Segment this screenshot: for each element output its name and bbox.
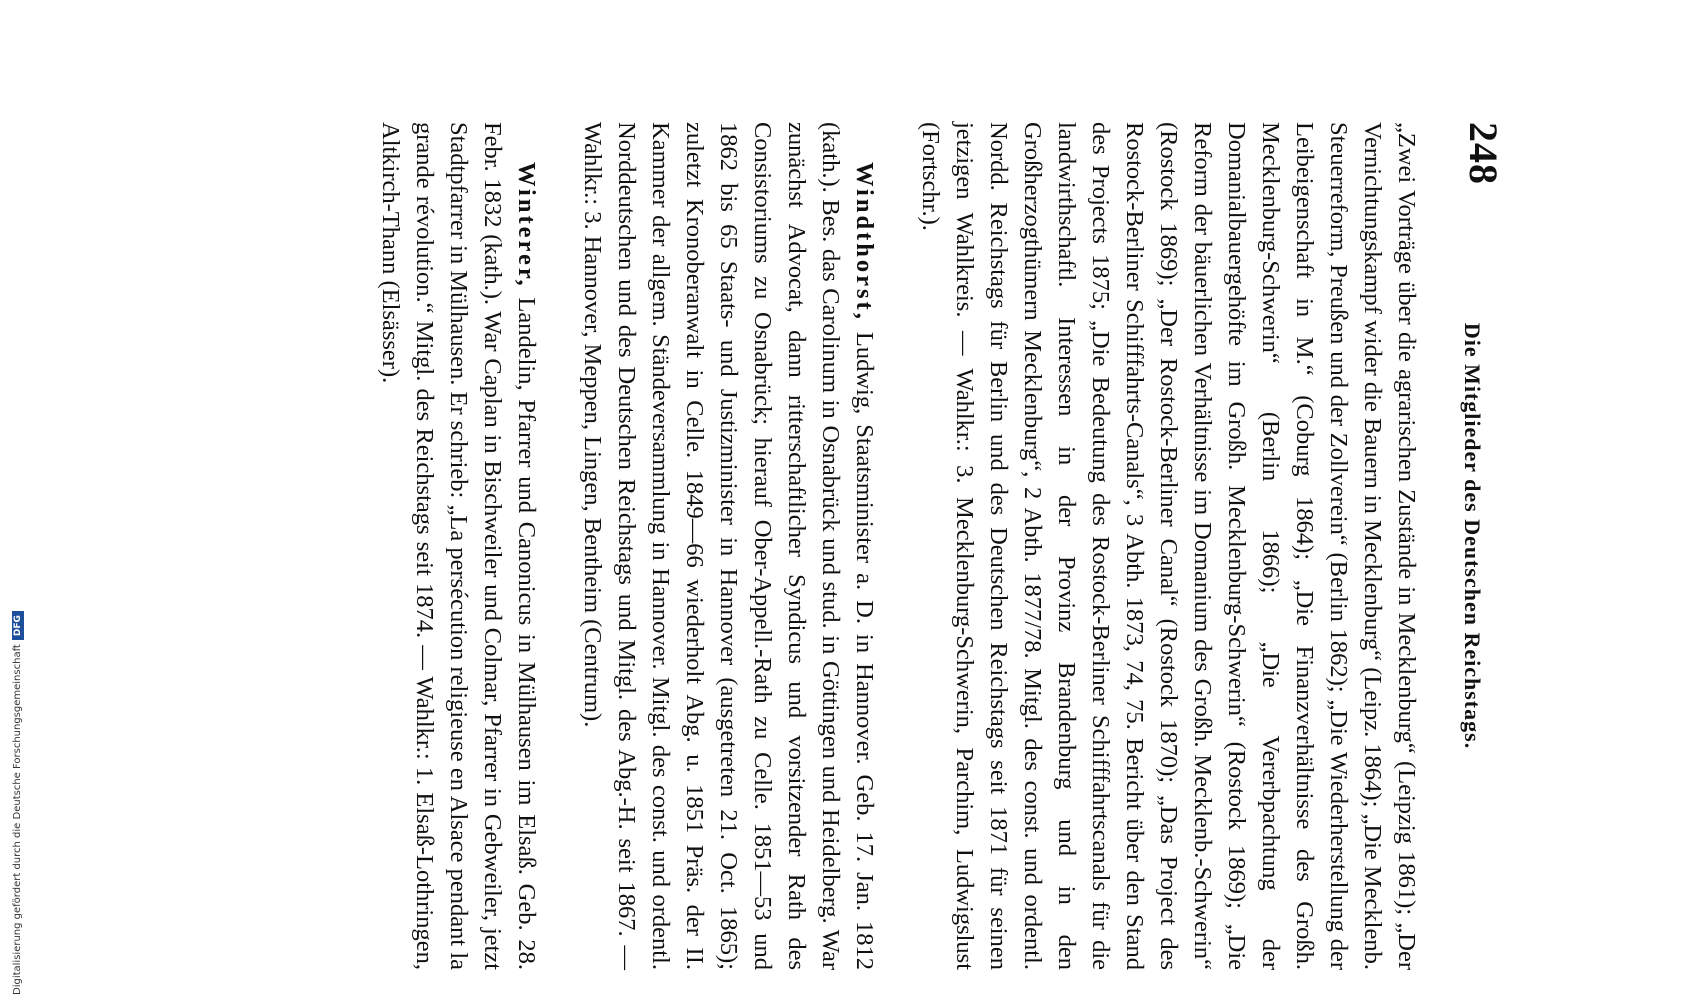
member-entry-windthorst — [575, 122, 881, 970]
page-number: 248 — [1461, 122, 1506, 185]
member-entry-winterer — [373, 122, 543, 970]
running-head: Die Mitglieder des Deutschen Reichstags. — [1460, 322, 1485, 750]
member-name: Windthorst, — [851, 162, 878, 322]
member-biography: Landelin, Pfarrer und Canonicus in Mülhausen im Elsaß. Geb. 28. Febr. 1832 (kath.). War Caplan in Bischweiler und Colmar, Pfarrer in Gebweiler, jetzt Stadtpfarrer in Mülhausen. Er schrieb: „La persécution religieuse en Alsace pendant la grande révolution.“ Mitgl. des Reichstags seit 1874. — Wahlkr.: 1. Elsaß-Lothringen, Altkirch-Thann (Elsässer). — [377, 122, 540, 971]
digitization-credit — [0, 0, 24, 1000]
continued-entry-text: „Zwei Vorträge über die agrarischen Zustände in Mecklenburg“ (Leipzig 1861); „Der Vernichtungskampf wider die Bauern in Mecklenburg“ (Leipz. 1864); „Die Mecklenb. Steuerreform, Preußen und der Zollverein“ (Berlin 1862); „Die Wiederherstellung der Leibeigenschaft in M.“ (Coburg 1864); „Die Finanzverhältnisse des Großh. Mecklenburg-Schwerin“ (Berlin 1866); „Die Vererbpachtung der Domanialbauergehöfte im Großh. Mecklenburg-Schwerin“ (Rostock 1869); „Die Reform der bäuerlichen Verhältnisse im Domanium des Großh. Mecklenb.-Schwerin“ (Rostock 1869); „Der Rostock-Berliner Canal“ (Rostock 1870); „Das Project des Rostock-Berliner Schifffahrts-Canals“, 3 Abth. 1873, 74, 75. Bericht über den Stand des Projects 1875; „Die Bedeutung des Rostock-Berliner Schifffahrtscanals für die landwirthschaftl. Interessen in der Provinz Brandenburg und in den Großherzogthümern Mecklenburg“, 2 Abth. 1877/78. Mitgl. des const. und ordentl. Nordd. Reichstags für Berlin und des Deutschen Reichstags seit 1871 für seinen jetzigen Wahlkreis. — Wahlkr.: 3. Mecklenburg-Schwerin, Parchim, Ludwigslust (Fortschr.). — [917, 122, 1420, 970]
book-page — [25, 0, 1585, 1000]
dfg-logo: DFG — [12, 611, 24, 640]
credit-text: Digitalisierung gefördert durch die Deutsche Forschungsgemeinschaft — [12, 644, 23, 995]
member-biography: Ludwig, Staatsminister a. D. in Hannover. Geb. 17. Jan. 1812 (kath.). Bes. das Carolinum in Osnabrück und stud. in Göttingen und Heidelberg. War zunächst Advocat, dann ritterschaftlicher Syndicus und vorsitzender Rath des Consistoriums zu Osnabrück; hierauf Ober-Appell.-Rath zu Celle. 1851—53 und 1862 bis 65 Staats- und Justizminister in Hannover (ausgetreten 21. Oct. 1865); zuletzt Kronoberanwalt in Celle. 1849—66 wiederholt Abg. u. 1851 Präs. der II. Kammer der allgem. Ständeversammlung in Hannover. Mitgl. des const. und ordentl. Norddeutschen und des Deutschen Reichstags und Mitgl. des Abg.-H. seit 1867. — Wahlkr.: 3. Hannover, Meppen, Lingen, Bentheim (Centrum). — [579, 122, 878, 970]
member-name: Winterer, — [513, 162, 540, 289]
page-header — [1443, 122, 1507, 970]
